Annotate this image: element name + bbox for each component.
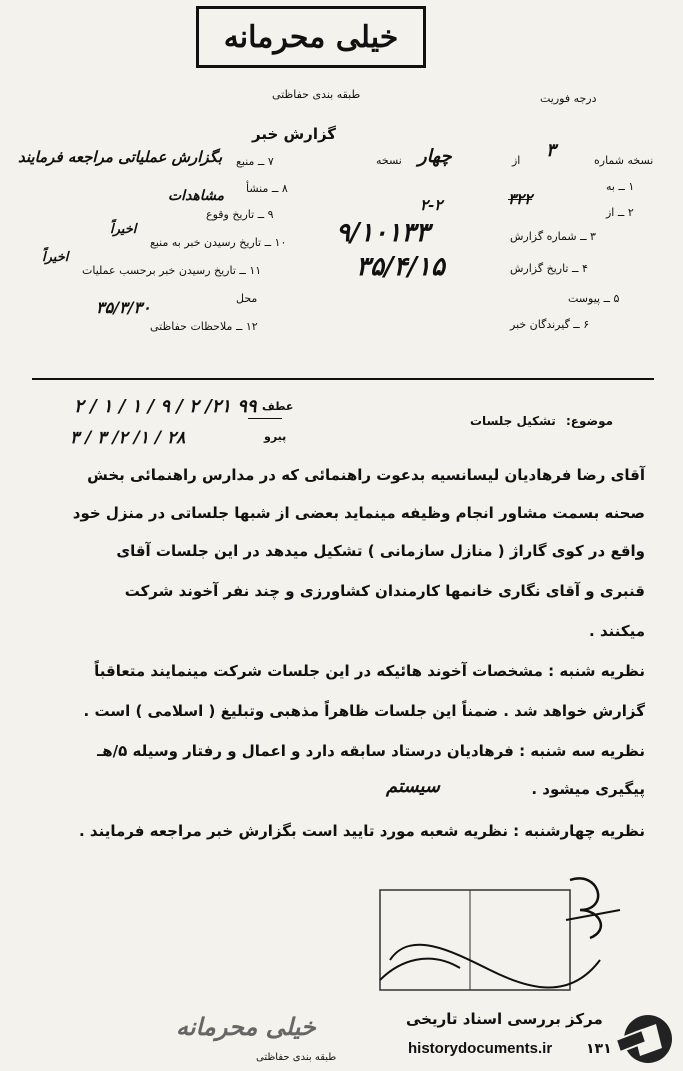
protection-level-label: طبقه بندی حفاظتی (272, 88, 361, 101)
copy-number-label: نسخه شماره (594, 154, 654, 167)
reference-divider (248, 418, 282, 419)
body-line: قنبری و آقای نگاری خانمها کارمندان کشاورزی و چند نفر آخوند شرکت (124, 582, 645, 600)
body-line: پیگیری میشود . (531, 780, 645, 798)
body-line: نظریه شنبه : مشخصات آخوند هائیکه در این جلسات شرکت مینمایند متعاقباً (94, 662, 645, 680)
logo-url: historydocuments.ir (408, 1040, 553, 1057)
field-5-label: ۵ ــ پیوست (568, 292, 620, 305)
copy-number-value: ۳ (546, 140, 556, 161)
body-line: واقع در کوی گاراژ ( منازل سازمانی ) تشکیل میدهد در این جلسات آقای (116, 542, 645, 560)
of-label: از (512, 154, 521, 167)
field-3-value: ۹/۱۰۱۳۳ (336, 218, 430, 248)
footer-logo (404, 1008, 680, 1068)
body-line: گزارش خواهد شد . ضمناً این جلسات ظاهراً مذهبی وتبلیغ ( اسلامی ) است . (83, 702, 645, 720)
field-3-label: ۳ ــ شماره گزارش (510, 230, 596, 243)
classification-stamp: خیلی محرمانه (196, 6, 426, 68)
body-line: نظریه سه شنبه : فرهادیان درستاد سابقه دارد و اعمال و رفتار وسیله ۵/هـ (97, 742, 645, 760)
signature-initial: سیستم (386, 776, 440, 797)
field-10-value: اخیراً (42, 250, 69, 265)
field-8-label: ۸ ــ منشأ (246, 182, 288, 195)
page-number: ۱۳۱ (586, 1041, 612, 1057)
header-divider (32, 378, 654, 380)
field-4-value: ۳۵/۴/۱۵ (356, 252, 445, 282)
copies-value: چهار (418, 146, 452, 167)
subject-label: موضوع: (566, 414, 614, 428)
copies-label: نسخه (376, 154, 402, 167)
field-1-label: ۱ ــ به (606, 180, 635, 193)
field-11-place: محل (236, 292, 258, 305)
field-11-label: ۱۱ ــ تاریخ رسیدن خبر برحسب عملیات (82, 264, 262, 277)
logo-title: مرکز بررسی اسناد تاریخی (406, 1010, 603, 1028)
subject-value: تشکیل جلسات (470, 414, 556, 428)
approval-stamp-scribble (370, 850, 630, 1010)
field-11-value: ۳۵/۳/۳۰ (96, 298, 151, 317)
peyro-label: پیرو (264, 430, 287, 443)
footer-protection-label: طبقه بندی حفاظتی (256, 1052, 337, 1063)
peyro-value: ۲۸ / ۱/ ۲/ ۳ / ۳ (70, 428, 186, 448)
body-line: نظریه چهارشنبه : نظریه شعبه مورد تایید است بگزارش خبر مراجعه فرمایند . (78, 822, 645, 840)
field-6-label: ۶ ــ گیرندگان خبر (510, 318, 590, 331)
field-2-value: ۲-۲ (420, 196, 443, 214)
field-12-label: ۱۲ ــ ملاحظات حفاظتی (150, 320, 258, 333)
form-title: گزارش خبر (252, 125, 337, 143)
body-line: میکنند . (589, 622, 645, 640)
field-9-value: اخیراً (110, 222, 137, 237)
field-8-value: مشاهدات (168, 188, 225, 204)
field-10-label: ۱۰ ــ تاریخ رسیدن خبر به منبع (150, 236, 287, 249)
atf-value: ۹۹ ۲۱/ ۲ / ۹ / ۱ / ۱ / ۲ (74, 396, 257, 417)
field-7-value: بگزارش عملیاتی مراجعه فرمایند (18, 148, 223, 166)
urgency-label: درجه فوریت (540, 92, 597, 105)
field-2-label: ۲ ــ از (606, 206, 634, 219)
field-1-value: ۳۲۲ (508, 190, 533, 208)
field-9-label: ۹ ــ تاریخ وقوع (206, 208, 274, 221)
body-line: آقای رضا فرهادیان لیسانسیه بدعوت راهنمائی که در مدارس راهنمائی بخش (87, 466, 645, 484)
field-7-label: ۷ ــ منبع (236, 155, 274, 168)
archive-logo-icon (612, 1012, 676, 1066)
footer-stamp: خیلی محرمانه (176, 1012, 316, 1041)
atf-label: عطف (262, 400, 294, 413)
body-line: صحنه بسمت مشاور انجام وظیفه مینماید بعضی از شبها جلساتی در منزل خود (72, 504, 645, 522)
field-4-label: ۴ ــ تاریخ گزارش (510, 262, 588, 275)
